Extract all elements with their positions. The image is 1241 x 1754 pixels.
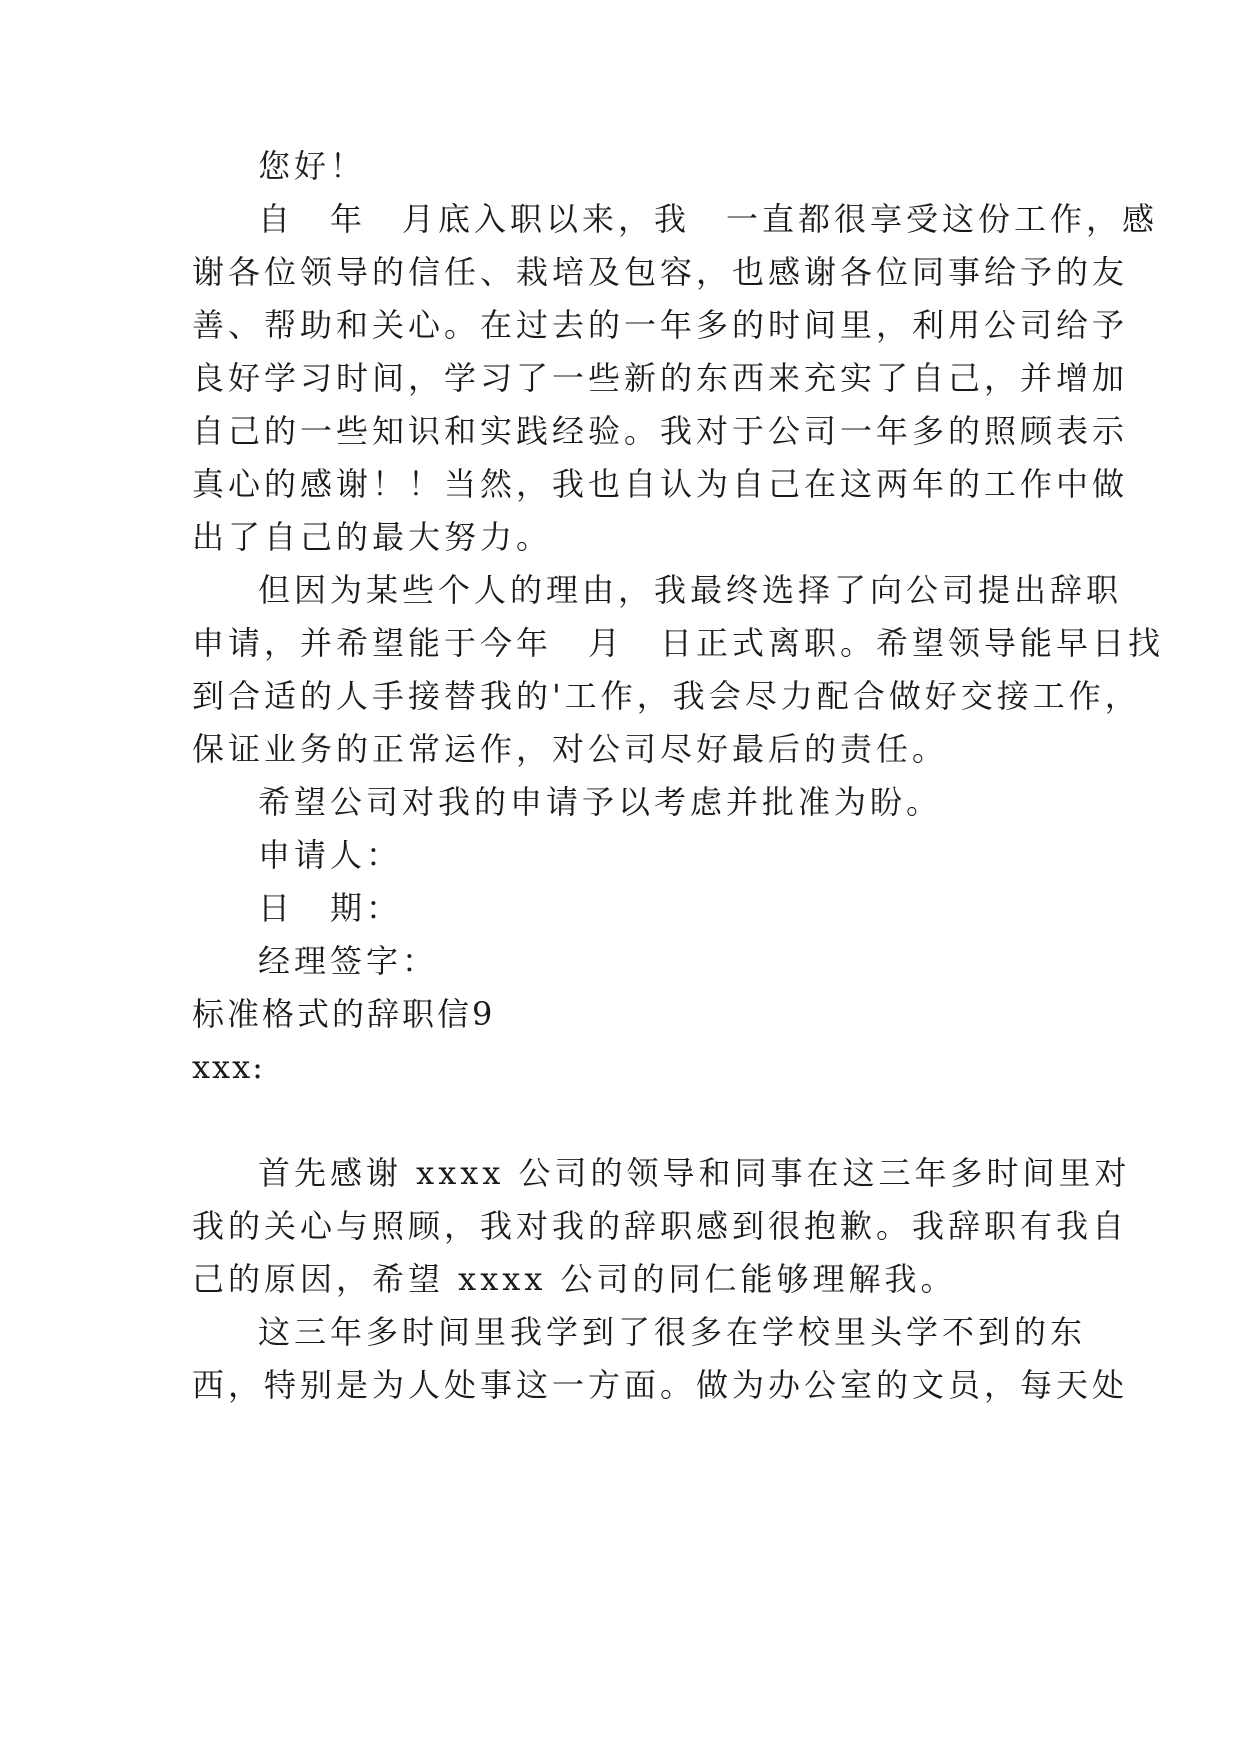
text-line: 但因为某些个人的理由，我最终选择了向公司提出辞职: [258, 571, 1123, 609]
text-line: 这三年多时间里我学到了很多在学校里头学不到的东: [258, 1313, 1087, 1351]
letter2-salutation: xxx:: [192, 1048, 265, 1086]
text-line: 西，特别是为人处事这一方面。做为办公室的文员，每天处: [192, 1366, 1129, 1404]
text-line: 申请，并希望能于今年 月 日正式离职。希望领导能早日找: [192, 624, 1165, 662]
text-line: 谢各位领导的信任、栽培及包容，也感谢各位同事给予的友: [192, 253, 1129, 291]
text-line: 自 年 月底入职以来，我 一直都很享受这份工作，感: [258, 200, 1159, 238]
manager-signature-label: 经理签字：: [258, 942, 439, 980]
text-line: 出了自己的最大努力。: [192, 518, 553, 556]
letter1-paragraph-3: 希望公司对我的申请予以考虑并批准为盼。: [258, 783, 943, 821]
greeting: 您好！: [258, 147, 367, 185]
text-line: 良好学习时间，学习了一些新的东西来充实了自己，并增加: [192, 359, 1129, 397]
text-line: 保证业务的正常运作，对公司尽好最后的责任。: [192, 730, 949, 768]
applicant-label: 申请人：: [258, 836, 403, 874]
text-line: 首先感谢 xxxx 公司的领导和同事在这三年多时间里对: [258, 1154, 1131, 1192]
date-label: 日 期：: [258, 889, 403, 927]
text-line: 善、帮助和关心。在过去的一年多的时间里，利用公司给予: [192, 306, 1129, 344]
text-line: 到合适的人手接替我的'工作，我会尽力配合做好交接工作，: [192, 677, 1141, 715]
section-heading: 标准格式的辞职信9: [192, 995, 496, 1033]
text-line: 己的原因，希望 xxxx 公司的同仁能够理解我。: [192, 1260, 957, 1298]
text-line: 真心的感谢！！当然，我也自认为自己在这两年的工作中做: [192, 465, 1129, 503]
text-line: 我的关心与照顾，我对我的辞职感到很抱歉。我辞职有我自: [192, 1207, 1129, 1245]
text-line: 自己的一些知识和实践经验。我对于公司一年多的照顾表示: [192, 412, 1129, 450]
